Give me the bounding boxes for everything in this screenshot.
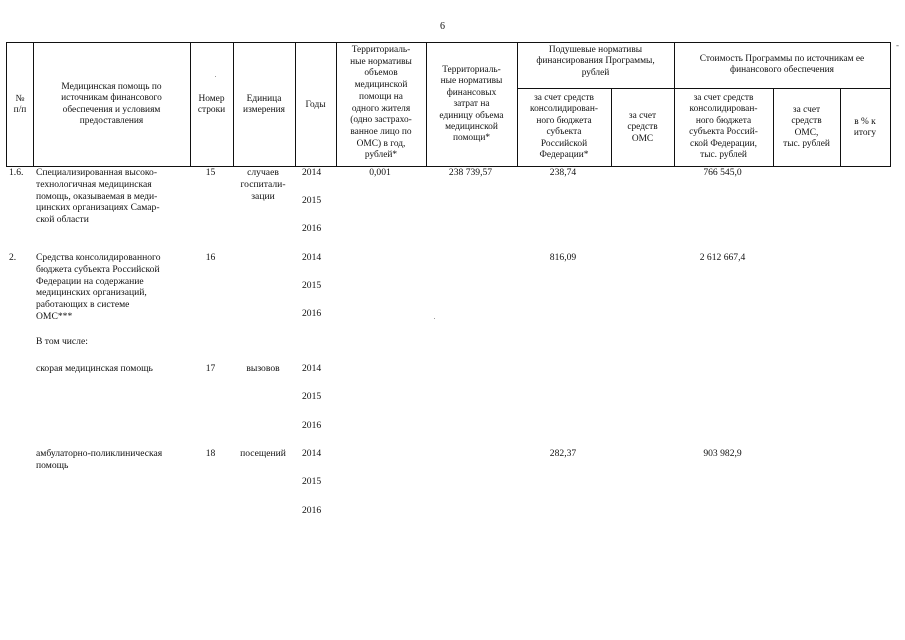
row-2-cost-budget: 2 612 667,4 bbox=[699, 252, 746, 263]
row-18-year-2: 2015 bbox=[302, 476, 322, 487]
row-2-year-2: 2015 bbox=[302, 280, 322, 291]
row-18-per-capita-budget: 282,37 bbox=[549, 448, 577, 459]
header-years: Годы bbox=[305, 100, 326, 110]
row-1-name: Специализированная высоко- технологичная медицинская помощь, оказываемая в меди- цинских организациях Самар- ской области bbox=[36, 167, 160, 226]
scan-speck bbox=[215, 76, 216, 77]
row-18-unit: посещений bbox=[240, 448, 286, 459]
header-cost-pct: в % к итогу bbox=[853, 117, 877, 139]
row-2-year-3: 2016 bbox=[302, 308, 322, 319]
header-num: № п/п bbox=[13, 94, 27, 116]
page-number: 6 bbox=[440, 21, 445, 32]
row-2-name: Средства консолидированного бюджета субъекта Российской Федерации на содержание медицинских организаций, работающих в системе ОМС*** bbox=[36, 252, 161, 322]
row-1-unit-cost: 238 739,57 bbox=[448, 167, 493, 178]
header-territorial-cost: Территориаль- ные нормативы финансовых затрат на единицу объема медицинской помощи* bbox=[439, 65, 504, 144]
row-1-year-3: 2016 bbox=[302, 223, 322, 234]
header-cost-group: Стоимость Программы по источникам ее финансового обеспечения bbox=[699, 54, 865, 76]
edge-mark: - bbox=[896, 40, 899, 50]
header-line: Номер строки bbox=[197, 94, 226, 116]
header-name: Медицинская помощь по источникам финансового обеспечения и условиям предоставления bbox=[61, 82, 162, 127]
row-1-line: 15 bbox=[205, 167, 216, 178]
row-1-year-2: 2015 bbox=[302, 195, 322, 206]
header-cost-oms: за счет средств ОМС, тыс. рублей bbox=[783, 105, 830, 150]
row-2-year-1: 2014 bbox=[302, 252, 322, 263]
row-17-name: скорая медицинская помощь bbox=[36, 363, 153, 374]
row-17-year-3: 2016 bbox=[302, 420, 322, 431]
row-18-cost-budget: 903 982,9 bbox=[703, 448, 742, 459]
row-17-year-2: 2015 bbox=[302, 391, 322, 402]
row-1-cost-budget: 766 545,0 bbox=[703, 167, 742, 178]
row-17-unit: вызовов bbox=[246, 363, 280, 374]
header-territorial-volume: Территориаль- ные нормативы объемов медицинской помощи на одного жителя (одно застрахо- ванное лицо по ОМС) в год, рублей* bbox=[350, 45, 412, 161]
row-1-volume: 0,001 bbox=[369, 167, 391, 178]
header-per-capita-oms: за счет средств ОМС bbox=[627, 111, 658, 144]
row-18-year-1: 2014 bbox=[302, 448, 322, 459]
row-18-name: амбулаторно-поликлиническая помощь bbox=[36, 448, 163, 471]
row-1-year-1: 2014 bbox=[302, 167, 322, 178]
row-2-line: 16 bbox=[205, 252, 216, 263]
table-header bbox=[6, 42, 891, 167]
row-17-line: 17 bbox=[205, 363, 216, 374]
header-cost-budget: за счет средств консолидирован- ного бюджета субъекта Россий- ской Федерации, тыс. рублей bbox=[689, 93, 758, 161]
row-17-year-1: 2014 bbox=[302, 363, 322, 374]
header-unit: Единица измерения bbox=[243, 94, 285, 116]
row-2-per-capita-budget: 816,09 bbox=[549, 252, 577, 263]
scan-speck bbox=[434, 318, 435, 319]
header-per-capita-group: Подушевые нормативы финансирования Программы, рублей bbox=[536, 45, 655, 78]
row-18-line: 18 bbox=[205, 448, 216, 459]
row-2-number: 2. bbox=[9, 252, 17, 263]
row-18-year-3: 2016 bbox=[302, 505, 322, 516]
row-1-number: 1.6. bbox=[9, 167, 24, 178]
header-per-capita-budget: за счет средств консолидирован- ного бюджета субъекта Российской Федерации* bbox=[530, 93, 598, 161]
row-1-unit: случаев госпитали- зации bbox=[240, 167, 286, 202]
row-1-per-capita-budget: 238,74 bbox=[549, 167, 577, 178]
subheading-including: В том числе: bbox=[36, 336, 88, 347]
